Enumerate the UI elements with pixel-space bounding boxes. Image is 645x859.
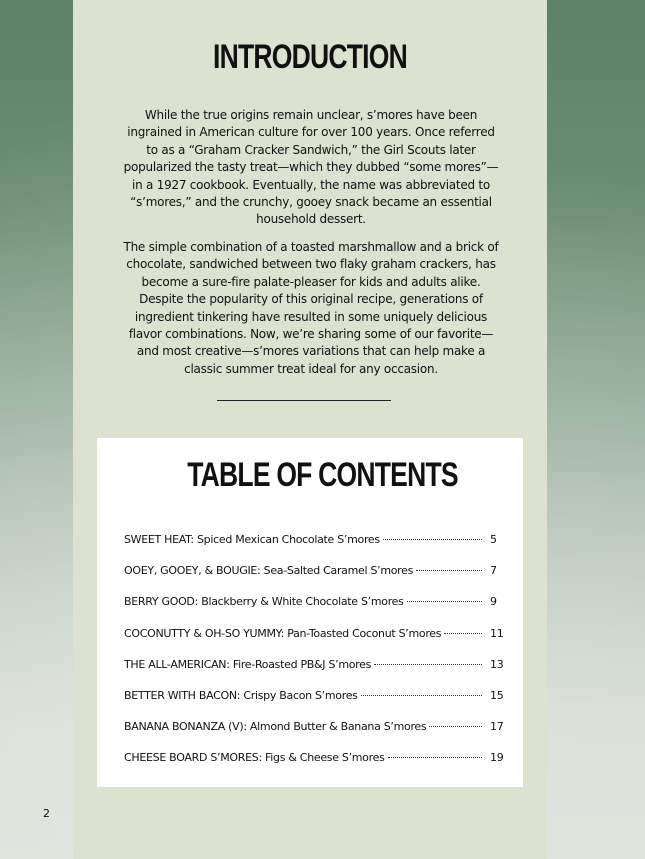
toc-entry[interactable] xyxy=(124,564,504,595)
toc-leader-dots xyxy=(383,539,482,540)
toc-entry-page: 11 xyxy=(490,626,504,640)
toc-entry-label: SWEET HEAT: Spiced Mexican Chocolate S’mores xyxy=(124,533,380,546)
toc-leader-dots xyxy=(407,601,482,602)
toc-entry-label: CHEESE BOARD S’MORES: Figs & Cheese S’mores xyxy=(124,751,385,765)
toc-leader-dots xyxy=(374,664,482,665)
toc-list xyxy=(124,533,504,783)
toc-entry-page: 13 xyxy=(490,657,504,671)
toc-entry[interactable] xyxy=(124,720,504,751)
toc-entry-page: 9 xyxy=(490,595,497,609)
toc-heading: TABLE OF CONTENTS xyxy=(187,456,458,494)
toc-leader-dots xyxy=(429,726,482,727)
toc-entry[interactable] xyxy=(124,627,504,658)
page-number: 2 xyxy=(43,807,50,820)
toc-entry-page: 17 xyxy=(490,720,504,734)
toc-entry[interactable] xyxy=(124,658,504,689)
intro-paragraph-2: The simple combination of a toasted marshmallow and a brick of chocolate, sandwiched between two flaky graham crackers, has become a sure-fire palate-pleaser for kids and adults alike. Despite the popularity of this original recipe, generations of ingredient tinkering have resulted in some uniquely delicious flavor combinations. Now, we’re sharing some of our favorite—and most creative—s’mores variations that can help make a classic summer treat ideal for any occasion. xyxy=(123,240,499,376)
toc-leader-dots xyxy=(361,695,482,696)
toc-leader-dots xyxy=(388,757,483,758)
toc-entry-label: BANANA BONANZA (V): Almond Butter & Banana S’mores xyxy=(124,720,427,734)
toc-entry-label: OOEY, GOOEY, & BOUGIE: Sea-Salted Caramel S’mores xyxy=(124,564,414,578)
toc-entry[interactable] xyxy=(124,595,504,626)
section-divider xyxy=(217,400,391,401)
toc-entry[interactable] xyxy=(124,751,504,782)
toc-entry-page: 15 xyxy=(490,688,504,702)
toc-entry-label: BETTER WITH BACON: Crispy Bacon S’mores xyxy=(124,688,358,702)
toc-entry-label: BERRY GOOD: Blackberry & White Chocolate S’mores xyxy=(124,595,404,609)
toc-entry-page: 19 xyxy=(490,751,504,765)
toc-leader-dots xyxy=(444,633,482,634)
toc-leader-dots xyxy=(416,570,482,571)
toc-entry-page: 7 xyxy=(490,564,497,578)
introduction-heading: INTRODUCTION xyxy=(213,38,407,76)
toc-entry-label: COCONUTTY & OH-SO YUMMY: Pan-Toasted Coconut S’mores xyxy=(124,626,442,640)
toc-entry[interactable] xyxy=(124,533,504,564)
toc-entry[interactable] xyxy=(124,689,504,720)
toc-entry-label: THE ALL-AMERICAN: Fire-Roasted PB&J S’mores xyxy=(124,657,372,671)
intro-paragraph-1: While the true origins remain unclear, s’mores have been ingrained in American culture for over 100 years. Once referred to as a “Graham Cracker Sandwich,” the Girl Scouts later popularized the tasty treat—which they dubbed “some mores”—in a 1927 cookbook. Eventually, the name was abbreviated to “s’mores,” and the crunchy, gooey snack became an essential household dessert. xyxy=(123,108,499,227)
toc-entry-page: 5 xyxy=(490,533,497,546)
